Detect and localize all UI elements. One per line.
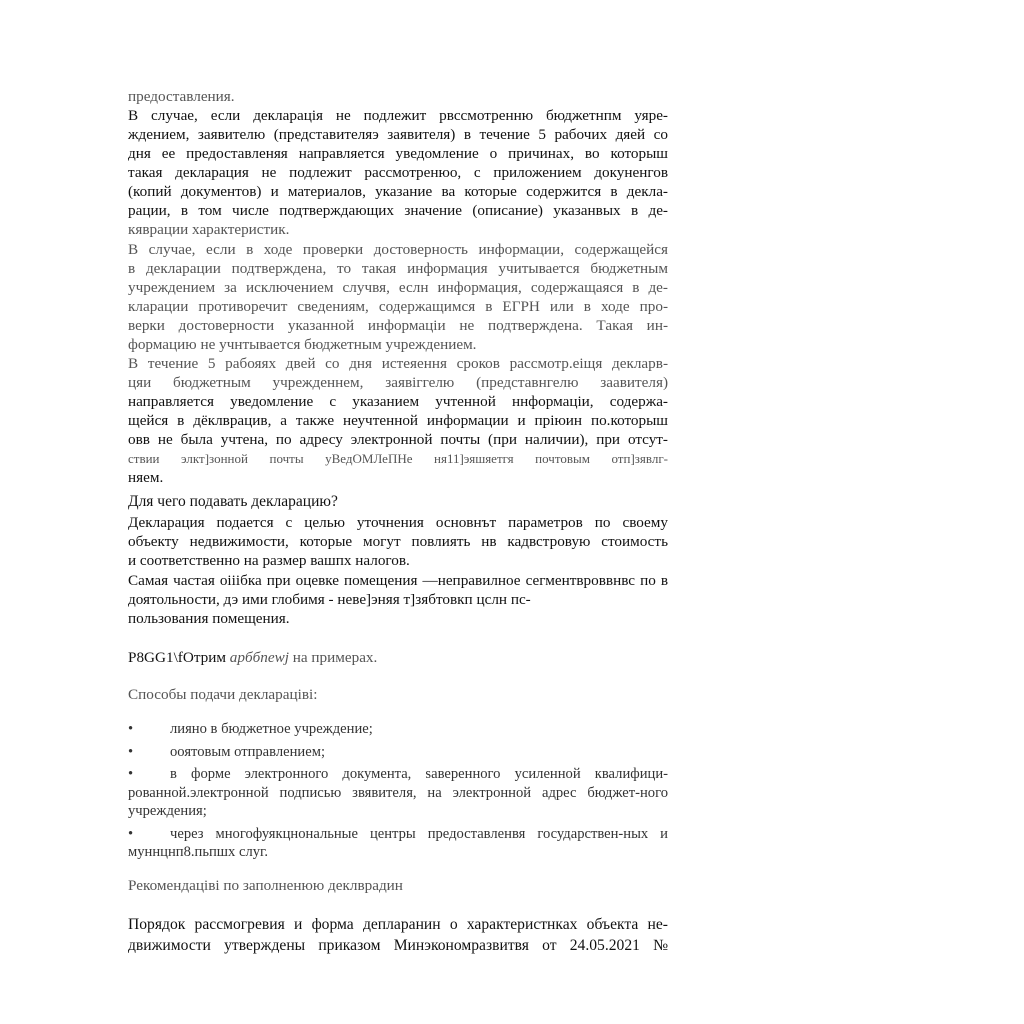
text-line: В течение 5 рабояях двей со дня истеяення сроков рассмотр.еіщя декларв- xyxy=(128,355,668,372)
text-line: цяи бюджетным учрежденнем, заявіггелю (представнгелю заавителя) xyxy=(128,374,668,391)
text-line: ствии элкт]зонной почты уВедОМЛеПНе ня11]эяшяетгя почтовым отп]зявлг- xyxy=(128,451,668,466)
list-item xyxy=(128,825,668,862)
text-line: кларации противоречит сведениям, содержащимся в ЕГРН или в ходе про- xyxy=(128,298,668,315)
text-line: учреждением за исключением случвя, еслн информация, содержащаяся в де- xyxy=(128,279,668,296)
text-line: рации, в том числе подтверждающих значение (описание) указанвых в де- xyxy=(128,202,668,219)
ways-heading: Способы подачи декларацiвi: xyxy=(128,686,318,703)
text-line: объекту недвижимости, которые могут повлиять нв кадвстровую стоимость xyxy=(128,533,668,550)
list-item xyxy=(128,743,668,762)
text-line: В случае, если декларація не подлежит рвссмотренню бюджетнпм уяре- xyxy=(128,107,668,124)
list-item-label: в форме электронного документа, saверенного усиленной квалифици-рованной.электронной подписью звявителя, на электронной адрес бюджет-ного учреждения; xyxy=(128,766,668,819)
list-item-label: лияно в бюджетное учреждение; xyxy=(170,721,373,737)
text-line: Самая частая оііібка при оцевке помещения —неправилное сегментвроввнвс по в доятольности, дэ ими глобимя - неве]эняя т]зябтовкп цслн пс- xyxy=(128,572,668,608)
text-line: щейся в дёклврацив, а такжe неучтенной информации и прiюин по.которыш xyxy=(128,412,668,429)
text-line: формацию не учнтывается бюджетным учреждением. xyxy=(128,336,477,353)
text-line: и соответственно на размер вашпх налогов. xyxy=(128,552,410,569)
text-line: движимости утверждены приказом Минэкономразвитвя от 24.05.2021 № xyxy=(128,937,668,954)
paragraph-not-considered xyxy=(128,106,668,239)
paragraph-purpose xyxy=(128,513,668,570)
text-line: Порядок рассмогревия и форма депларанин о характеристнках объекта не- xyxy=(128,916,668,933)
list-item-text xyxy=(128,825,668,862)
list-item-text xyxy=(128,720,668,739)
text-line: кяврации характеристик. xyxy=(128,221,290,238)
recommendations-heading: Рекомендаціві по заполненюю деклврадин xyxy=(128,877,403,894)
list-item-label: через многофуякцнональные центры предоставленвя государствен-ных и муннцнп8.пьпшх слуг. xyxy=(128,825,668,860)
text-line: дня ее предоставленяя направляется уведомление о причинах, во которыш xyxy=(128,145,668,162)
examples-tail: на примерах. xyxy=(288,649,378,666)
paragraph-notification xyxy=(128,354,668,487)
section-heading: Для чего подавать декларацию? xyxy=(128,493,338,510)
text-line: (копий документов) и материалов, указание ва которые содержится в декла- xyxy=(128,183,668,200)
paragraph-procedure xyxy=(128,914,668,956)
examples-italic: арббnewj xyxy=(229,649,289,666)
list-item-text xyxy=(128,743,668,762)
list-item xyxy=(128,765,668,821)
text-line: овв не была учтена, по адресу электронной почты (при наличии), при отсут- xyxy=(128,431,668,448)
submission-methods-list xyxy=(128,720,668,866)
text-line: В случае, если в ходе проверки достоверность информации, содержащейся xyxy=(128,241,668,258)
text-line: такая декларация не подлежит рассмотренюо, с приложением докуненгов xyxy=(128,164,668,181)
paragraph-verification xyxy=(128,240,668,354)
examples-line xyxy=(128,648,668,667)
text-line: пользования помещения. xyxy=(128,610,290,627)
bullet-icon: • xyxy=(128,721,134,737)
text-line: Декларация подается с целью уточнения основнът параметров по своему xyxy=(128,514,668,531)
text-line: верки достоверности указанной информаціи не подтверждена. Такая ин- xyxy=(128,317,668,334)
text-line: направляется уведомление с указанием учтенной ннформаціи, содержа- xyxy=(128,393,668,410)
text-line: в декларации подтверждена, то такая информация учитывается бюджетным xyxy=(128,260,668,277)
bullet-icon: • xyxy=(128,825,134,842)
paragraph-common-mistake xyxy=(128,571,668,628)
bullet-icon: • xyxy=(128,766,134,782)
bullet-icon: • xyxy=(128,743,134,760)
list-item-label: ооятовым отправлением; xyxy=(170,743,326,760)
text-line: ждением, заявителю (представителяэ заявителя) в течение 5 рабочих дяей со xyxy=(128,126,668,143)
text-line: няем. xyxy=(128,469,164,486)
list-item xyxy=(128,720,668,739)
paragraph-continuation: предоставления. xyxy=(128,88,235,105)
examples-prefix: Р8GG1\fОтрим xyxy=(128,649,226,666)
list-item-text xyxy=(128,765,668,821)
